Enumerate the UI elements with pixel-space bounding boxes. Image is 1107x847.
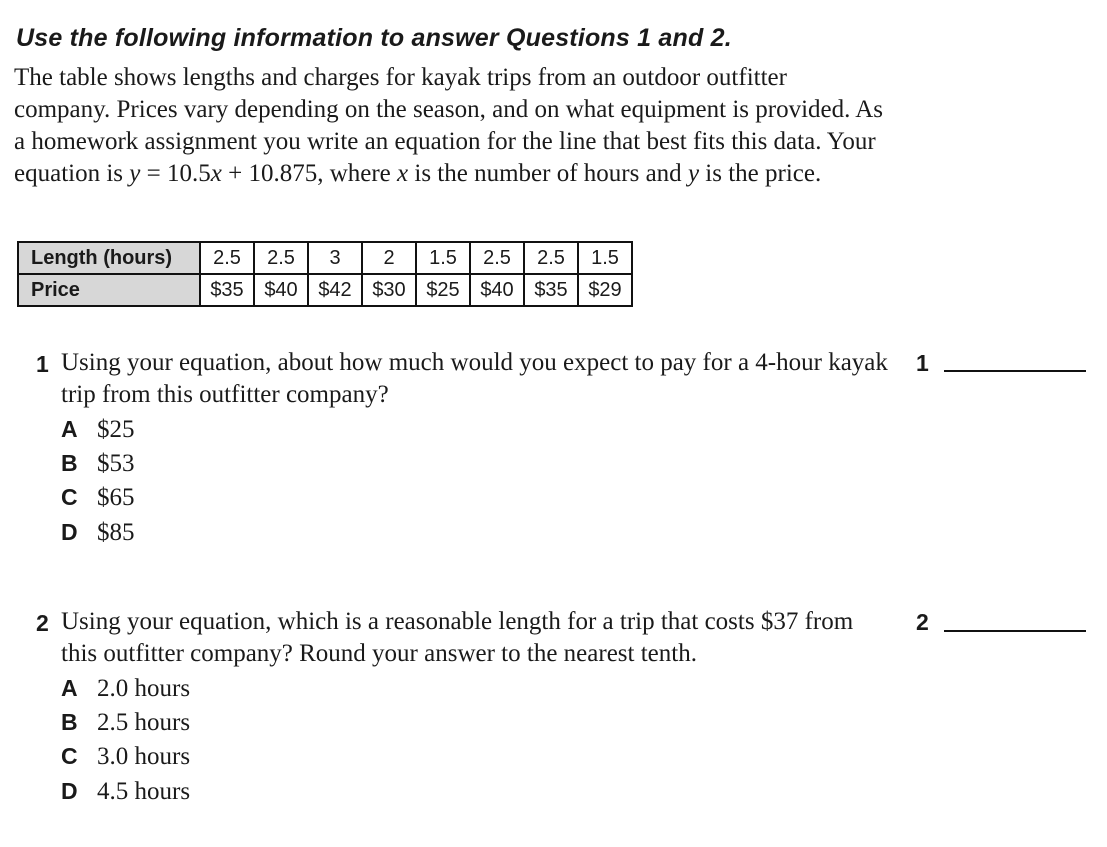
equation-end: + 10.875, where [221,160,398,187]
table-cell: 3 [308,242,362,274]
choice-letter: C [61,484,78,510]
choice-2b[interactable] [61,709,190,737]
intro-text-1: The table shows lengths and charges for kayak trips from an outdoor outfitter company. Prices vary depending on the season, and on what equipment is provided. As a homework assignment you write an equation for the line that best fits this data. Your equation is [14,64,884,187]
row-header-length: Length (hours) [18,242,200,274]
choice-text: 2.5 hours [97,709,191,736]
choice-text: $53 [97,450,135,477]
choice-text: 2.0 hours [97,675,191,702]
var-y-2: y [687,160,700,187]
equation-mid: = 10.5 [140,160,211,187]
choice-1a[interactable] [61,416,135,444]
table-cell: $25 [416,274,470,306]
answer-line-2[interactable] [944,630,1086,632]
choice-letter: B [61,709,78,735]
choice-letter: B [61,450,78,476]
question-stem: Using your equation, which is a reasonable length for a trip that costs $37 from this outfitter company? Round your answer to the nearest tenth. [61,608,854,667]
kayak-data-table [17,241,633,307]
choice-letter: D [61,519,78,545]
table-cell: $35 [200,274,254,306]
intro-paragraph [14,62,884,190]
table-cell: 1.5 [578,242,632,274]
table-cell: $30 [362,274,416,306]
table-cell: 2.5 [524,242,578,274]
choice-letter: C [61,743,78,769]
var-y: y [129,160,141,187]
choice-text: $85 [97,519,135,546]
choice-2d[interactable] [61,778,190,806]
answer-line-1[interactable] [944,370,1086,372]
table-cell: $29 [578,274,632,306]
table-cell: $40 [254,274,308,306]
answer-label-1: 1 [916,350,929,376]
question-number: 1 [36,351,49,377]
question-stem: Using your equation, about how much would you expect to pay for a 4-hour kayak trip from this outfitter company? [61,349,888,408]
answer-label-2: 2 [916,609,929,635]
table-cell: 2.5 [470,242,524,274]
choice-text: $65 [97,484,135,511]
intro-text-2: is the number of hours and [408,160,688,187]
choice-1d[interactable] [61,519,135,547]
choice-text: 3.0 hours [97,743,191,770]
table-cell: 1.5 [416,242,470,274]
choice-letter: D [61,778,78,804]
question-number: 2 [36,610,49,636]
table-cell: $42 [308,274,362,306]
choice-1b[interactable] [61,450,135,478]
table-cell: 2.5 [200,242,254,274]
var-x: x [210,160,222,187]
table-cell: 2 [362,242,416,274]
table-cell: 2.5 [254,242,308,274]
choice-text: $25 [97,416,135,443]
section-heading: Use the following information to answer Questions 1 and 2. [16,24,732,52]
choice-letter: A [61,675,78,701]
choice-2a[interactable] [61,675,190,703]
table-row-length [18,242,632,274]
choice-text: 4.5 hours [97,778,191,805]
choice-letter: A [61,416,78,442]
row-header-price: Price [18,274,200,306]
table-row-price [18,274,632,306]
var-x-2: x [397,160,409,187]
table-cell: $35 [524,274,578,306]
table-cell: $40 [470,274,524,306]
choice-2c[interactable] [61,743,190,771]
choice-1c[interactable] [61,484,135,512]
intro-text-3: is the price. [699,160,822,187]
